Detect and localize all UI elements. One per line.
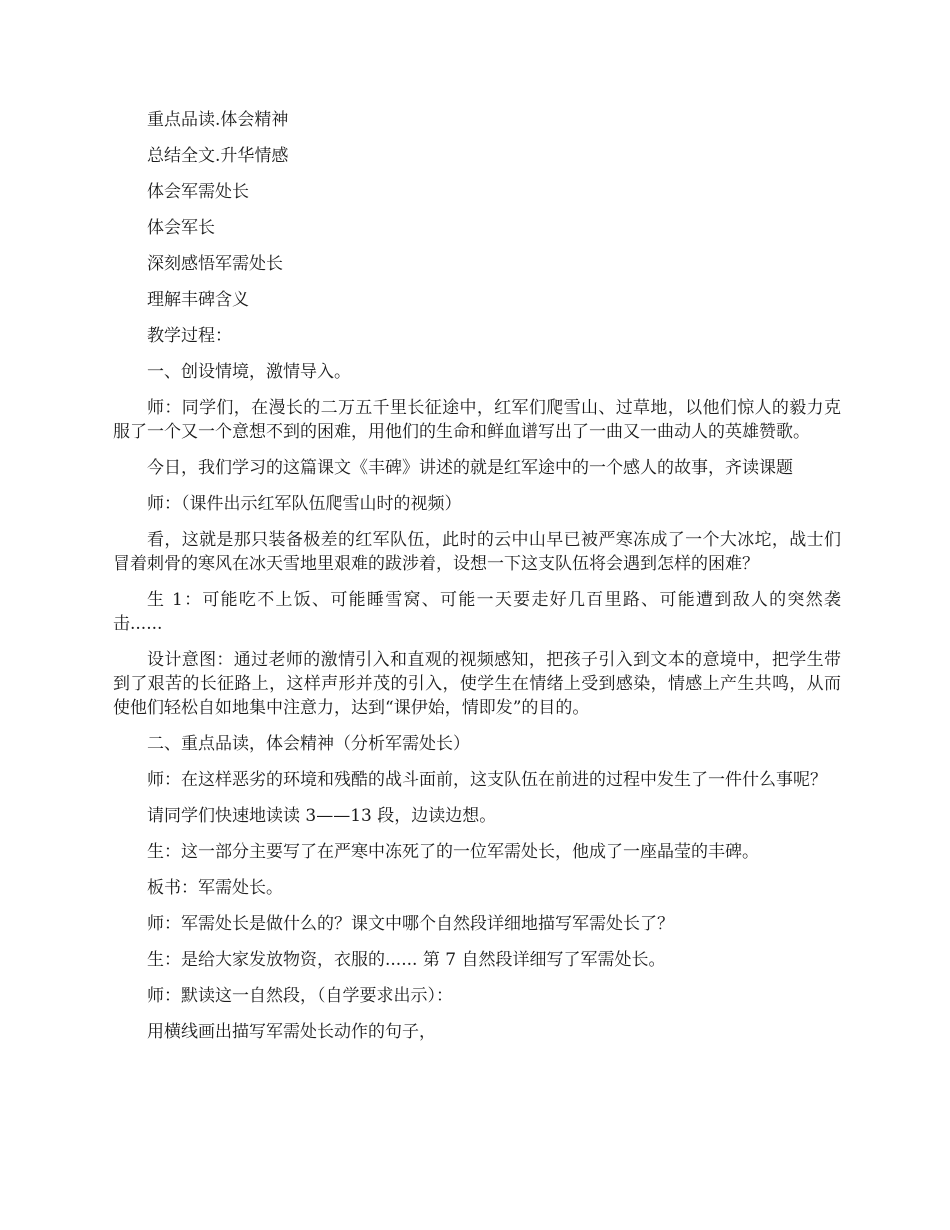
paragraph: 生 1：可能吃不上饭、可能睡雪窝、可能一天要走好几百里路、可能遭到敌人的突然袭击...... — [113, 590, 841, 634]
paragraph: 教学过程： — [147, 326, 232, 346]
section-heading: 一、创设情境，激情导入。 — [147, 362, 351, 382]
document-body — [113, 108, 841, 1056]
paragraph: 用横线画出描写军需处长动作的句子， — [147, 1022, 436, 1042]
paragraph: 师：（课件出示红军队伍爬雪山时的视频） — [147, 494, 462, 514]
paragraph: 师：默读这一自然段，（自学要求出示）： — [147, 986, 453, 1006]
paragraph: 师：同学们，在漫长的二万五千里长征途中，红军们爬雪山、过草地，以他们惊人的毅力克服了一个又一个意想不到的困难，用他们的生命和鲜血谱写出了一曲又一曲动人的英雄赞歌。 — [113, 398, 841, 442]
paragraph: 板书：军需处长。 — [147, 878, 283, 898]
paragraph: 重点品读.体会精神 — [147, 110, 289, 130]
paragraph: 理解丰碑含义 — [147, 290, 249, 310]
paragraph: 体会军需处长 — [147, 182, 249, 202]
paragraph: 请同学们快速地读读 3——13 段，边读边想。 — [147, 806, 497, 826]
paragraph: 总结全文.升华情感 — [147, 146, 289, 166]
paragraph: 师：军需处长是做什么的？课文中哪个自然段详细地描写军需处长了？ — [147, 914, 674, 934]
paragraph: 生：这一部分主要写了在严寒中冻死了的一位军需处长，他成了一座晶莹的丰碑。 — [147, 842, 759, 862]
paragraph: 体会军长 — [147, 218, 215, 238]
paragraph: 看，这就是那只装备极差的红军队伍，此时的云中山早已被严寒冻成了一个大冰坨，战士们冒着刺骨的寒风在冰天雪地里艰难的跋涉着，设想一下这支队伍将会遇到怎样的困难？ — [113, 530, 841, 574]
paragraph: 今日，我们学习的这篇课文《丰碑》讲述的就是红军途中的一个感人的故事，齐读课题 — [147, 458, 793, 478]
paragraph: 生：是给大家发放物资，衣服的...... 第 7 自然段详细写了军需处长。 — [147, 950, 666, 970]
section-heading: 二、重点品读，体会精神（分析军需处长） — [147, 734, 470, 754]
paragraph: 师：在这样恶劣的环境和残酷的战斗面前，这支队伍在前进的过程中发生了一件什么事呢？ — [147, 770, 827, 790]
paragraph: 深刻感悟军需处长 — [147, 254, 283, 274]
paragraph: 设计意图：通过老师的激情引入和直观的视频感知，把孩子引入到文本的意境中，把学生带到了艰苦的长征路上，这样声形并茂的引入，使学生在情绪上受到感染，情感上产生共鸣，从而使他们轻松自如地集中注意力，达到“课伊始，情即发”的目的。 — [113, 650, 841, 718]
